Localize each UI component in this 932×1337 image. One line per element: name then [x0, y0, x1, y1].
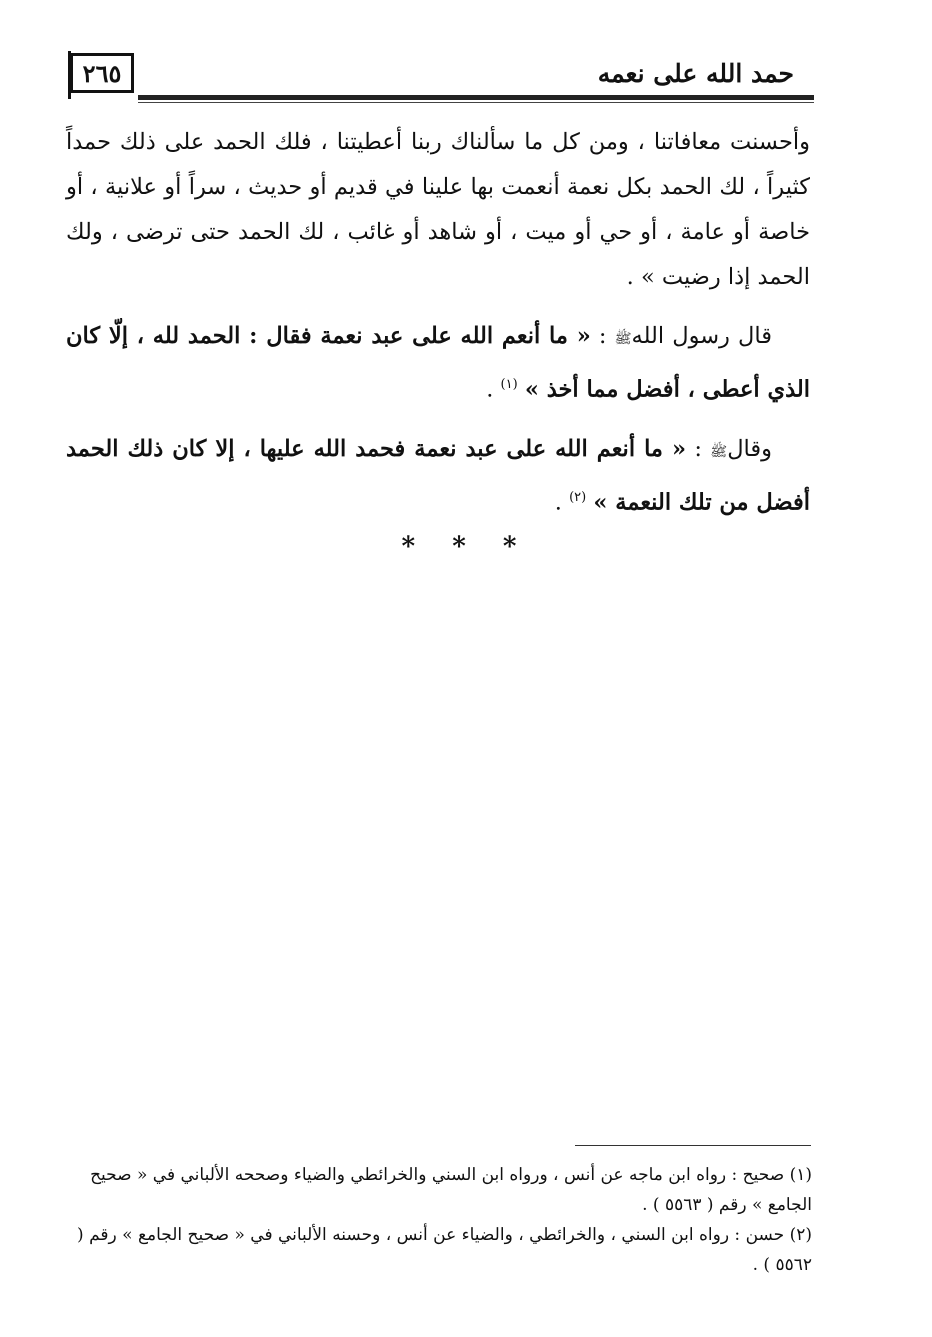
hadith-quote-2: « ما أنعم الله على عبد نعمة فحمد الله عليها ، إلا كان ذلك الحمد أفضل من تلك النعمة »: [66, 435, 810, 515]
paragraph-3-intro: وقال: [727, 435, 773, 462]
paragraph-2-colon: :: [590, 323, 615, 349]
hadith-quote-1: « ما أنعم الله على عبد نعمة فقال : الحمد لله ، إلّا كان الذي أعطى ، أفضل مما أخذ »: [66, 323, 810, 403]
running-title: حمد الله على نعمه: [597, 59, 794, 88]
header-rule-thin: [138, 102, 814, 103]
footnotes: [66, 1160, 812, 1280]
section-separator: * * *: [401, 532, 531, 562]
footnote-ref-2[interactable]: (٢): [569, 489, 587, 505]
paragraph-3-end: .: [554, 489, 570, 515]
paragraph-2: [66, 314, 810, 413]
header-rule: [138, 95, 814, 100]
paragraph-2-end: .: [486, 376, 501, 403]
salutation-glyph: ﷺ: [614, 331, 632, 347]
footnote-divider: [575, 1145, 811, 1146]
paragraph-3: [66, 427, 810, 526]
main-text: [66, 120, 810, 539]
paragraph-3-colon: :: [686, 435, 711, 462]
page-header: [66, 45, 814, 101]
page-number: ٢٦٥: [70, 53, 134, 93]
paragraph-2-intro: قال رسول الله: [631, 323, 772, 349]
footnote-2: (٢) حسن : رواه ابن السني ، والخرائطي ، والضياء عن أنس ، وحسنه الألباني في « صحيح الجامع » رقم ( ٥٥٦٢ ) .: [77, 1225, 812, 1275]
paragraph-1: وأحسنت معافاتنا ، ومن كل ما سألناك ربنا أعطيتنا ، فلك الحمد على ذلك حمداً كثيراً ، لك الحمد بكل نعمة أنعمت بها علينا في قديم أو حديث ، سراً أو علانية ، أو خاصة أو عامة ، أو حي أو ميت ، أو شاهد أو غائب ، لك الحمد حتى ترضى ، ولك الحمد إذا رضيت » .: [66, 129, 810, 290]
footnote-ref-1[interactable]: (١): [500, 377, 518, 392]
salutation-glyph: ﷺ: [710, 443, 728, 460]
footnote-1: (١) صحيح : رواه ابن ماجه عن أنس ، ورواه ابن السني والخرائطي والضياء وصححه الألباني في « صحيح الجامع » رقم ( ٥٥٦٣ ) .: [90, 1165, 812, 1215]
